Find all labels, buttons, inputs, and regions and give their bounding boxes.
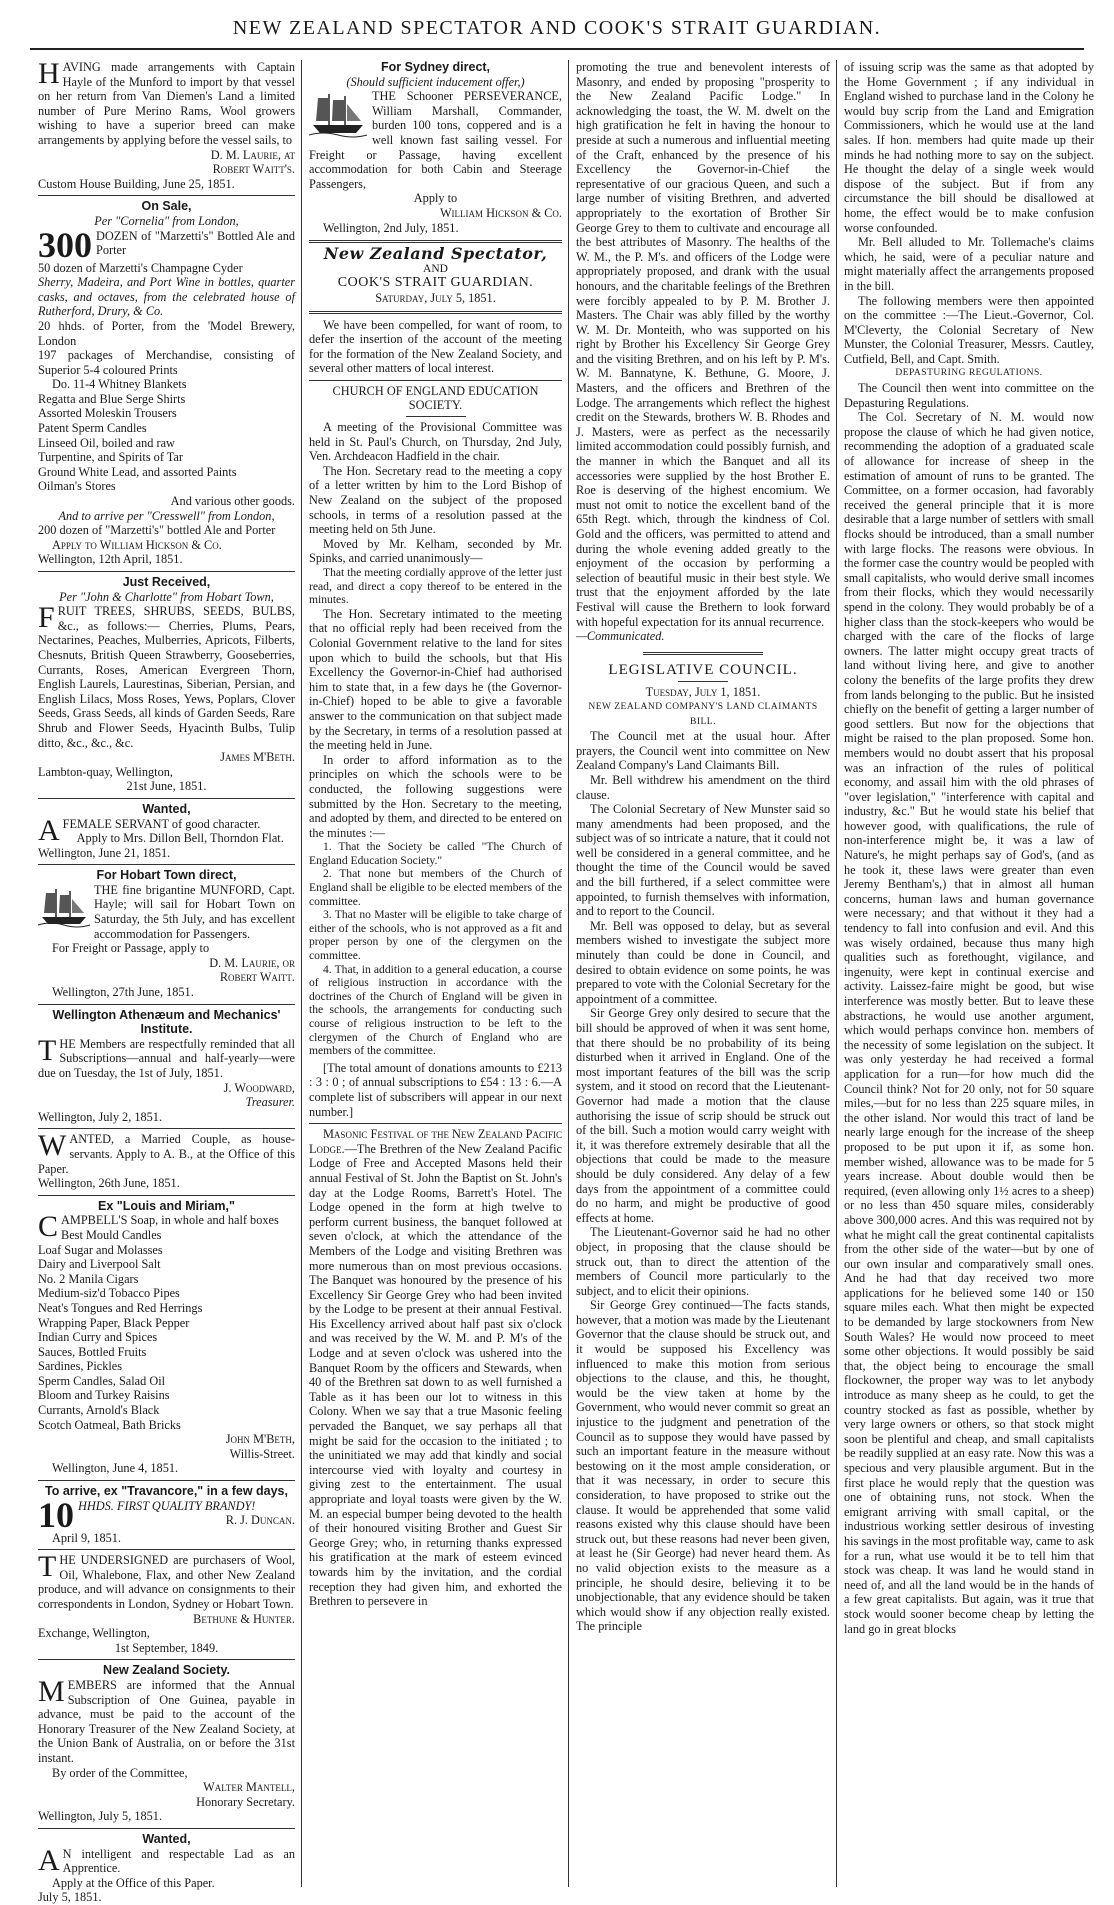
list-item: Ground White Lead, and assorted Paints (38, 464, 237, 479)
ad-on-sale (38, 199, 295, 567)
ad-heading: Just Received, (122, 575, 211, 589)
list-item: Regatta and Blue Serge Shirts (38, 391, 186, 406)
divider (309, 240, 562, 243)
drop-cap: H (38, 57, 60, 90)
article-masonic-festival (309, 1127, 562, 1609)
ad-apply: For Freight or Passage, apply to (52, 941, 210, 956)
ad-signature: J. Woodward, (223, 1080, 295, 1095)
list-item: Sperm Candles, Salad Oil (38, 1373, 166, 1388)
divider (678, 681, 728, 682)
article-paragraph: The Colonial Secretary of New Munster said so many amendments had been proposed, and the subject was of so intricate a nature, that it could not well be considered in a general committee, and he thought the time of the Council would be saved and the bill furthered, if a select committee were appointed, to furnish themselves with information, and to report to the Council. (576, 802, 830, 919)
column-3 (576, 60, 830, 1887)
list-item: Linseed Oil, boiled and raw (38, 435, 175, 450)
ad-apply: Apply at the Office of this Paper. (52, 1875, 215, 1890)
list-item: Oilman's Stores (38, 479, 116, 494)
list-item: Neat's Tongues and Red Herrings (38, 1300, 203, 1315)
list-item: Loaf Sugar and Molasses (38, 1242, 163, 1257)
ad-signature: John M'Beth, (225, 1432, 295, 1447)
divider (38, 1659, 295, 1660)
article-paragraph: Sir George Grey only desired to secure that the bill should be approved of when it was sent home, that there should be no probability of its being disturbed when it arrived in England. One of the most important features of the bill was the scrip system, and it stood on record that the Lieutenant-Governor had made a motion that the clause authorising the issue of scrip should be struck out of the bill. Such a motion would carry weight with it, it was therefore extremely desirable that all the objections that could be made to the measure should be duly considered. Any delay of a few days from the appointment of a committee could do no harm, and might be productive of good effects at home. (576, 1006, 830, 1225)
article-paragraph: In order to afford information as to the principles on which the schools were to be conducted, the following suggestions were submitted by the Hon. Secretary to the meeting, and adopted by them, and directed to be entered on the minutes :— (309, 752, 562, 840)
divider (38, 1480, 295, 1481)
ad-married-couple (38, 1129, 295, 1191)
ad-heading: Wanted, (142, 1831, 191, 1846)
article-paragraph: Moved by Mr. Kelham, seconded by Mr. Spinks, and carried unanimously— (309, 536, 562, 566)
ad-heading: Wanted, (142, 801, 191, 816)
ad-heading: New Zealand Society. (103, 1663, 230, 1678)
list-item: 50 dozen of Marzetti's Champagne Cyder (38, 260, 243, 275)
drop-cap: A (38, 813, 60, 847)
article-paragraph: That the meeting cordially approve of the letter just read, and direct a copy thereof to be entered in the minutes. (309, 566, 562, 607)
ad-subheading: Per "Cornelia" from London, (94, 213, 239, 228)
ad-dateline: April 9, 1851. (52, 1530, 121, 1545)
nameplate-subtitle: COOK'S STRAIT GUARDIAN. (337, 275, 534, 291)
ad-dateline: 1st September, 1849. (114, 1640, 219, 1655)
article-rule: 3. That no Master will be eligible to take charge of either of the schools, who is not approved as a fit and proper person by one of the clergymen on the committee. (309, 908, 562, 963)
ad-body: HE UNDERSIGNED are purchasers of Wool, Oil, Whalebone, Flax, and other New Zealand produce, and will advance on consignments to their correspondents in London, Sydney or Hobart Town. (38, 1553, 295, 1611)
ad-signature: R. J. Duncan. (225, 1513, 295, 1528)
divider (38, 1128, 295, 1129)
article-paragraph: Mr. Bell withdrew his amendment on the third clause. (576, 772, 830, 802)
column-4 (844, 60, 1094, 1887)
issue-date: Saturday, July 5, 1851. (375, 290, 496, 305)
article-date: Tuesday, July 1, 1851. (645, 685, 761, 700)
column-rule (836, 60, 837, 1887)
ad-signature: Honorary Secretary. (196, 1794, 295, 1809)
big-number: 10 (38, 1494, 74, 1535)
drop-cap: C (38, 1210, 59, 1244)
ad-apprentice (38, 1832, 295, 1905)
article-body: promoting the true and benevolent interests of Masonry, and ended by proposing "prosperity to the New Zealand Pacific Lodge." In acknowledging the toast, the W. M. dwelt on the high gratification he felt in having the honour to preside at such a numerous and influential meeting of the Craft, enhanced by the presence of his Excellency the Governor-in-Chief the representative of our gracious Queen, and such a large number of visiting Brethren, and adverted appropriately to the exortation of Brother Sir George Grey to them to cultivate and encourage all the best attributes of Masonry. The healths of the W. M., the P. M's. and officers of the Lodge were appropriately proposed, and drank with the usual honours, and the charitable feelings of the Brethren were forcibly appealed to by P. M. Brother J. Masters. The Chair was ably filled by the worthy W. M. Dr. Monteith, who was supported on his right by Brother his Excellency Sir George Grey and the visiting Brethren, and on his left by P. M's. W. M. Bannatyne, K. Bethune, G. Moore, J. Masters, and the officers and Brethren of the Lodge. The arrangements which reflect the highest credit on the Stewards, brothers W. B. Rhodes and J. Masters, were as perfect as the necessarily limited accommodation could possibly furnish, and the manner in which the Banquet and all its accessories were supplied by the host Brother E. Roe is deserving of the highest encomium. We must not omit to notice the excellent band of the 65th Regt. which, through the kindness of Col. Gold and the officers, was permitted to attend and during the whole evening added greatly to the enjoyment of the occasion by performing a selection of beautiful music in their best style. We trust that the enjoyment afforded by the late Festival will cause the Brethern to look forward with hopeful expectation for its annual recurrence. (576, 60, 830, 629)
nameplate-title: New Zealand Spectator, (323, 244, 548, 264)
list-item: 20 hhds. of Porter, from the 'Model Brewery, London (38, 318, 295, 348)
ad-subheading: Per "John & Charlotte" from Hobart Town, (59, 589, 274, 604)
article-note: [The total amount of donations amounts to £213 : 3 : 0 ; of annual subscriptions to £54 : 13 : 6.—A complete list of subscribers will appear in our next number.] (309, 1060, 562, 1119)
article-body: —The Brethren of the New Zealand Pacific Lodge of Free and Accepted Masons held their annual Festival of St. John the Baptist on St. John's day at the Lodge Rooms, Barrett's Hotel. The Lodge opened in the form at high twelve to perform current business, the banquet followed at seven o'clock, at which the attendance of the Members of the Lodge and visiting Brethren was more numerous than on most previous occasions. The Banquet was honoured by the presence of his Excellency Sir George Grey who had been invited by the Lodge to be present at their annual Festival. His Excellency arrived about half past six o'clock and was received by the W. M. and P. M's of the Lodge and at seven o'clock was ushered into the Banquet Room by the officers and Stewards, when 40 of the Brethren sat down to as well furnished a Table as it has been our lot to witness in this Colony. When we say that a true Masonic feeling pervaded the Banquet, we say perhaps all that might be said for the occasion to the initiated ; to the uninitiated we may add that kindly and social intercourse vied with loyalty and courtesy in giving zest to the entertainment. The usual appropriate and loyal toasts were given by the W. M. an especial bumper being devoted to the health of their honoured visiting Brother and Guest Sir George Grey; who, in returning thanks expressed his gratification at the mark of esteem evinced towards him by the invitation, and the cordial reception they had given him, and exhorted the Brethren to persevere in (309, 1141, 562, 1609)
ad-dateline: Wellington, 26th June, 1851. (38, 1176, 180, 1191)
ad-body: N intelligent and respectable Lad as an Apprentice. (62, 1846, 295, 1876)
ad-body: HE Members are respectfully reminded that all Subscriptions—annual and half-yearly—were due on Tuesday, the 1st of July, 1851. (38, 1036, 295, 1080)
ad-heading: For Sydney direct, (380, 60, 491, 74)
list-item: Currants, Arnold's Black (38, 1403, 160, 1418)
ad-dateline: Wellington, July 5, 1851. (38, 1809, 163, 1824)
article-rule: 4. That, in addition to a general education, a course of religious instruction in accordance with the doctrines of the Church of England will be given in the schools, the arrangements for conducting such course of religious instruction to be left to the clergymen of the Church of England who are members of the committee. (309, 962, 562, 1058)
list-item: Sherry, Madeira, and Port Wine in bottles, quarter casks, and octaves, from the celebrated house of Rutherford, Drury, & Co. (38, 275, 295, 319)
ad-body: ANTED, a Married Couple, as house-servants. Apply to A. B., at the Office of this Paper. (38, 1132, 295, 1176)
ship-icon (38, 885, 90, 927)
article-paragraph: The Lieutenant-Governor said he had no other object, in proposing that the clause should be struck out, than to direct the attention of the members of Council more particularly to the subject, and to elicit their opinions. (576, 1225, 830, 1298)
article-subheading: NEW ZEALAND COMPANY'S LAND CLAIMANTS BILL. (588, 701, 818, 727)
divider (38, 195, 295, 196)
divider (406, 416, 466, 417)
ad-dateline: 21st June, 1851. (126, 779, 207, 794)
ad-apply: Apply to Mrs. Dillon Bell, Thorndon Flat. (76, 831, 284, 846)
article-rule: 1. That the Society be called "The Church of England Education Society." (309, 840, 562, 867)
ad-nz-society (38, 1663, 295, 1824)
nameplate (309, 244, 562, 305)
ad-undersigned (38, 1550, 295, 1655)
ad-heading: Wellington Athenæum and Mechanics' Institute. (52, 1007, 281, 1037)
ad-body: AVING made arrangements with Captain Hayle of the Munford to import by that vessel on her return from Van Diemen's Land a limited number of Pure Merino Rams, Wool growers wishing to have a superior breed can make arrangements by applying before the vessel sails, to (38, 60, 295, 147)
ad-signature: William Hickson & Co. (439, 205, 562, 220)
article-paragraph: of issuing scrip was the same as that adopted by the Home Government ; if any individual in England wished to purchase land in the Colony he would buy scrip from the Land and Emigration Commissioners, which he would use at the land sales. If hon. members had quite made up their minds he had nothing more to say on the subject. He thought the delay of a single week would dispose of the subject. But if from any circumstance the bill should be disallowed at home, the effect would be to make confusion worse confounded. (844, 60, 1094, 235)
column-rule (568, 60, 569, 1887)
ad-body: FEMALE SERVANT of good character. (62, 816, 261, 831)
list-item: Medium-siz'd Tobacco Pipes (38, 1286, 180, 1301)
ad-signature: James M'Beth. (220, 750, 295, 765)
drop-cap: T (38, 1033, 57, 1067)
ad-dateline: Wellington, June 4, 1851. (52, 1461, 179, 1476)
list-item: Wrapping Paper, Black Pepper (38, 1315, 190, 1330)
ad-louis-miriam (38, 1199, 295, 1476)
ad-signature: Bethune & Hunter. (193, 1611, 295, 1626)
ad-signature: D. M. Laurie, at (210, 147, 295, 162)
ad-dateline: Wellington, 12th April, 1851. (38, 552, 183, 567)
list-item: Assorted Moleskin Trousers (38, 406, 177, 421)
ad-body: THE Schooner PERSEVERANCE, William Marshall, Commander, burden 100 tons, coppered and is a well known fast sailing vessel. For Freight or Passage, having excellent accommodation for both Cabin and Steerage Passengers, (309, 89, 562, 191)
masthead (30, 8, 1084, 50)
article-rule: 2. That none but members of the Church of England shall be eligible to be elected members of the committee. (309, 867, 562, 908)
ad-just-received (38, 575, 295, 794)
ad-body: AMPBELL'S Soap, in whole and half boxes (61, 1213, 279, 1228)
divider (38, 1004, 295, 1005)
ad-hobart-town (38, 868, 295, 999)
list-item: Do. 11-4 Whitney Blankets (52, 377, 187, 392)
ship-icon (309, 91, 367, 137)
divider (643, 652, 763, 655)
drop-cap: A (38, 1843, 60, 1877)
masthead-title: NEW ZEALAND SPECTATOR AND COOK'S STRAIT GUARDIAN. (232, 17, 882, 39)
article-paragraph: The following members were then appointed on the committee :—The Lieut.-Governor, Col. M'Cleverty, the Colonial Secretary of New Munster, the Colonial Treasurer, Messrs. Cautley, Cutfield, Bell, and Capt. Smith. (844, 293, 1094, 366)
ad-travancore (38, 1484, 295, 1545)
article-paragraph: The Hon. Secretary read to the meeting a copy of a letter written by him to the Lord Bishop of New Zealand on the subject of the proposed schools, in terms of a resolution passed at the meeting held on 5th June. (309, 463, 562, 537)
article-heading: LEGISLATIVE COUNCIL. (608, 661, 798, 678)
ad-signature: Willis-Street. (229, 1446, 295, 1461)
column-rule (301, 60, 302, 1887)
article-paragraph: Mr. Bell was opposed to delay, but as several members wished to investigate the subject more minutely than could be done in Council, and desired to obtain evidence on some points, he was prepared to vote with the Colonial Secretary for the appointment of a committee. (576, 918, 830, 1006)
ad-signature: Walter Mantell, (203, 1780, 295, 1795)
ad-note: By order of the Committee, (52, 1765, 188, 1780)
ad-dateline: Wellington, 27th June, 1851. (52, 985, 194, 1000)
divider (38, 864, 295, 865)
list-item: 197 packages of Merchandise, consisting of Superior 5-4 coloured Prints (38, 348, 295, 377)
ad-signature: D. M. Laurie, or (209, 955, 295, 970)
list-item: 200 dozen of "Marzetti's" bottled Ale and Porter (38, 523, 276, 538)
drop-cap: W (38, 1129, 67, 1163)
article-legislative-council (576, 663, 830, 1634)
list-item: Indian Curry and Spices (38, 1330, 158, 1345)
article-lead: Masonic Festival of the New Zealand Pacific Lodge. (309, 1127, 562, 1156)
nameplate-and: AND (423, 262, 448, 275)
ad-signature: Robert Waitt. (219, 970, 295, 985)
ad-heading: To arrive, ex "Travancore," in a few days, (45, 1484, 288, 1499)
ad-lead: DOZEN of "Marzetti's" Bottled Ale and Porter (96, 228, 295, 258)
ad-signature: Robert Waitt's. (212, 162, 295, 177)
article-church-education (309, 384, 562, 1119)
divider (38, 571, 295, 572)
article-subheading: DEPASTURING REGULATIONS. (895, 368, 1043, 379)
ad-heading: For Hobart Town direct, (96, 868, 237, 883)
ad-subheading: (Should sufficient inducement offer,) (346, 74, 525, 89)
column-1 (38, 57, 295, 1905)
ad-heading: Ex "Louis and Miriam," (98, 1198, 235, 1213)
article-heading: CHURCH OF ENGLAND EDUCATION SOCIETY. (332, 383, 539, 413)
column-2 (309, 60, 562, 1887)
ad-dateline: Wellington, 2nd July, 1851. (323, 220, 459, 235)
divider (309, 311, 562, 314)
list-item: Turpentine, and Spirits of Tar (38, 450, 183, 465)
drop-cap: M (38, 1674, 65, 1708)
divider (38, 1828, 295, 1829)
ad-body: THE fine brigantine MUNFORD, Capt. Hayle; will sail for Hobart Town on Saturday, the 5th July, and has excellent accommodation for Passengers. (94, 882, 295, 941)
list-item: Sauces, Bottled Fruits (38, 1344, 147, 1359)
divider (38, 1195, 295, 1196)
article-paragraph: The Col. Secretary of N. M. would now propose the clause of which he had given notice, recommending the adoption of a graduated scale of allowance for increase of sheep in the estimation of amount of runs to be granted. The Committee, on a former occasion, had favorably received the general principle that it is more desirable that a large number of settlers with small flocks should be introduced, than a small number with large flocks. The reasons were obvious. In the former case the country would be peopled with small capitalists, who would derive small incomes from their flocks, which they would necessarily spend in the colony. They would probably be of a higher class than the stock-keepers who would be charged with the care of the flocks of large owners. The latter might occupy great tracts of land without living here, and give to another colony the benefits of the large profits they drew from lands belonging to the public. But he insisted chiefly on the benefit of getting a larger number of good settlers. But now for the objections that might be raised to the plan proposed. Some hon. members would no doubt assert that his proposal was an infraction of the rules of political economy, and assail him with the old phrases of "over legislation," "interference with capital and industry, &c." But he would state his belief that however good, with qualifications, the rule of non-interference might be, it was a law of Nature's, he might perhaps say of God's, (and as he took it, these laws were greater than even Jeremy Bentham's,) that in almost all human concerns, human laws and human governance were necessary; and that without it they had a tendency to fall into confusion and evil. And this was wisely ordained, because thus many high qualities such as forethought, vigilance, and ingenuity, were kept in continual exercise and activity. Laissez-faire might be good, but wise interference was mostly better. But to leave these abstractions, he would use another argument, which would perhaps convince hon. members of the necessity of some legislation on the subject. It was only yesterday he had received a formal application for a run—for how much did the Council think? Not for 20 only, not for 50 square miles,—but for no less than 225 square miles, in the other island. Nor would this tract of land be nearly large enough for the increase of the sheep proposed to be put upon it if, as some hon. member wished, allowance was to be made for 5 years increase. About double would then be required, (even allowing only 1½ acres to a sheep) or no less than 450 square miles, considerably above 300,000 acres. And this was required not by what he might call the great continental capitalists from the other side of the water—but by one of our own insular and comparatively small ones. And he had that day received two more applications for he believed some 140 or 150 square miles each. What then might be expected to be demanded by large stockowners from New South Wales? He would now proceed to meet some other objections. It would possibly be said that, the object being to encourage the small flockowner, the proper way was to let anybody introduce as many sheep as he could, to get the country stocked as fast as possible, whether by very large owners or others, so that stock might soon be plentiful and cheap, and small capitalists be readily supplied at an easy rate. Now this was a specious and very plausible argument. But in the first place he would reply that the question was one of obtaining runs, not stock. When the emigrant arriving with small capital, or the industrious working settler desirous of investing his savings in the most profitable way, came to ask for a run, what use would it be to tell him that stock was cheap. It was land he would stand in need of, and all the land would be in the hands of a few great capitalists. But again, was it true that stock would sooner become cheap by letting the land go in great blocks (844, 410, 1094, 1636)
divider (309, 1123, 562, 1124)
ad-body: EMBERS are informed that the Annual Subscription of One Guinea, payable in advance, must be paid to the account of the Honorary Treasurer of the New Zealand Society, at the Union Bank of Australia, on or before the 31st instant. (38, 1677, 295, 1765)
ad-dateline: Custom House Building, June 25, 1851. (38, 176, 235, 191)
ad-note: And various other goods. (170, 494, 295, 509)
divider (38, 1549, 295, 1550)
divider (309, 380, 562, 381)
editorial-note: We have been compelled, for want of room, to defer the insertion of the account of the meeting for the formation of the New Zealand Society, and several other matters of local interest. (309, 317, 562, 376)
big-number: 300 (38, 224, 92, 265)
ad-dateline: Wellington, June 21, 1851. (38, 845, 171, 860)
list-item: No. 2 Manila Cigars (38, 1271, 139, 1286)
article-paragraph: The Council met at the usual hour. After prayers, the Council went into committee on New Zealand Company's Land Claimants Bill. (576, 729, 830, 773)
ad-signature: Treasurer. (245, 1095, 295, 1110)
drop-cap: T (38, 1550, 57, 1584)
list-item: Scotch Oatmeal, Bath Bricks (38, 1417, 181, 1432)
ad-body: RUIT TREES, SHRUBS, SEEDS, BULBS, &c., as follows:— Cherries, Plums, Pears, Nectarines, Peaches, Mulberries, Apricots, Filberts, Chesnuts, British Queen Strawberry, Gooseberries, Currants, Roses, American Evergreen Thorn, English Laurels, Laurestinas, Siberian, Persian, and English Lilacs, Moss Roses, Yews, Poplars, Clover Seeds, Grass Seeds, all kinds of Garden Seeds, Rare Shrub and Flower Seeds, Hyacinth Bulbs, Tulip ditto, &c., &c., &c. (38, 604, 295, 750)
list-item: Sardines, Pickles (38, 1359, 123, 1374)
ad-dateline: July 5, 1851. (38, 1890, 102, 1905)
article-paragraph: The Hon. Secretary intimated to the meeting that no official reply had been received from the Colonial Government relative to the land for sites upon which to build the schools, but that His Excellency the Governor-in-Chief had authorised him to state that, in a few days he (the Governor-in-Chief) hoped to be able to give a favorable answer to the communication on that subject made by the Secretary, in terms of a resolution passed at the meeting held in June. (309, 606, 562, 753)
ad-signature: Apply to William Hickson & Co. (52, 537, 222, 552)
divider (38, 798, 295, 799)
article-paragraph: A meeting of the Provisional Committee was held in St. Paul's Church, on Thursday, 2nd July, Ven. Archdeacon Hadfield in the chair. (309, 420, 562, 464)
list-item: Best Mould Candles (61, 1227, 162, 1242)
ad-dateline: Exchange, Wellington, (38, 1626, 150, 1641)
ad-female-servant (38, 802, 295, 860)
ad-body: HHDS. FIRST QUALITY BRANDY! (78, 1498, 256, 1513)
list-item: Bloom and Turkey Raisins (38, 1388, 170, 1403)
ad-heading: On Sale, (141, 199, 192, 214)
ad-dateline: Wellington, July 2, 1851. (38, 1109, 163, 1124)
ad-sydney (309, 60, 562, 235)
drop-cap: F (38, 601, 55, 635)
article-paragraph: Mr. Bell alluded to Mr. Tollemache's claims which, he said, were of a peculiar nature and might materially affect the arrangements proposed in the bill. (844, 235, 1094, 293)
list-item: Dairy and Liverpool Salt (38, 1257, 161, 1272)
article-paragraph: The Council then went into committee on the Depasturing Regulations. (844, 381, 1094, 410)
ad-athenaeum (38, 1008, 295, 1125)
ad-subheading: And to arrive per "Cresswell" from London, (58, 508, 275, 523)
ad-merino-rams (38, 57, 295, 191)
list-item: Patent Sperm Candles (38, 421, 147, 436)
article-credit: —Communicated. (576, 629, 665, 644)
ad-dateline: Lambton-quay, Wellington, (38, 764, 173, 779)
article-paragraph: Sir George Grey continued—The facts stands, however, that a motion was made by the Lieutenant Governor that the clause should be struck out, and it would be supposed his Excellency was influenced to make this motion from serious objections to the clause, and this, he thought, would be the view taken at home by the Government, who would never commit so great an injustice to the judgment and penetration of the Council as to suppose they would have passed by such an important feature in the measure without bestowing on it the most ample consideration, or that it was necessary, in order to secure this consideration, to have proposed to strike out the clause. It would be apprehended that some valid reasons existed why this clause should have been struck out, but these reasons had never been given, at least he (Sir George) had never heard them. As no valid objection exists to the measure as a principle, he should desire, believing it to be unobjectionable, that any evidence should be taken which would show if any objection really existed. The principle (576, 1298, 830, 1634)
ad-apply: Apply to (413, 191, 458, 206)
